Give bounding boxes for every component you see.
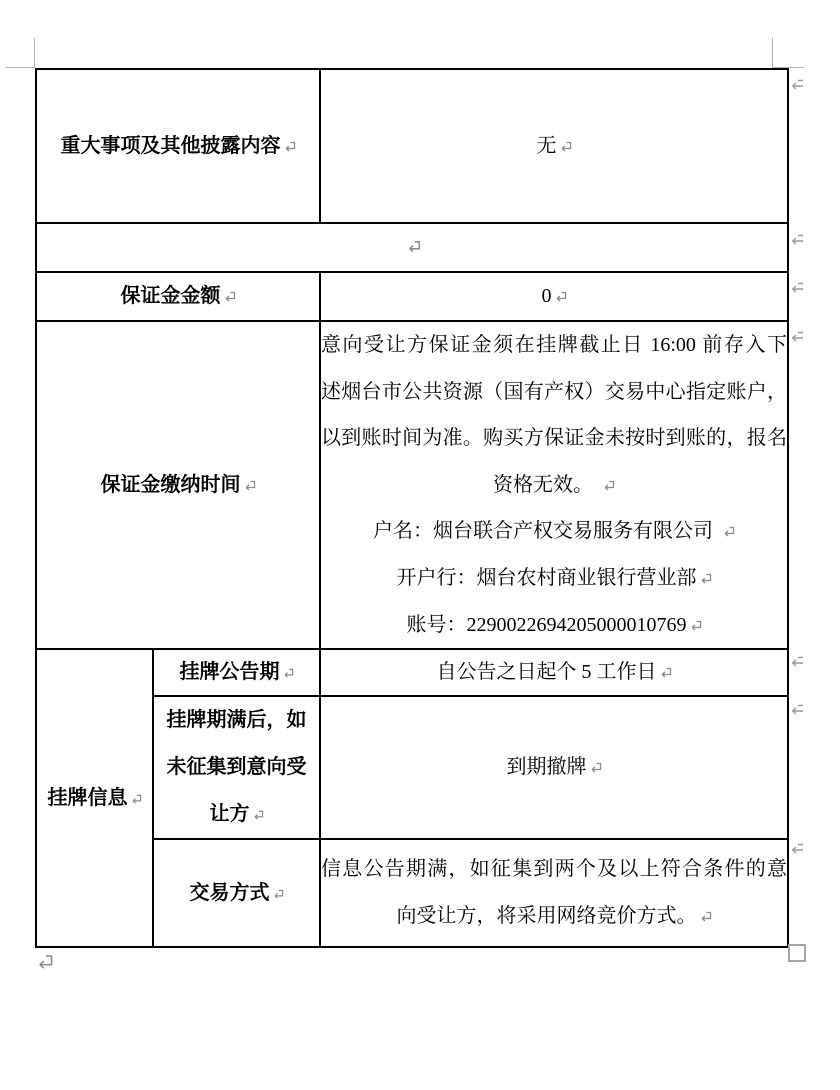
- paragraph-mark-icon: [554, 291, 567, 303]
- paragraph-mark-icon: [252, 810, 264, 821]
- paragraph-mark-icon: [699, 911, 712, 923]
- listing-info-group-cell[interactable]: [36, 649, 153, 947]
- left-margin-crop-mark: [34, 38, 35, 68]
- right-margin-crop-mark: [772, 38, 773, 68]
- listing-period-value: 自公告之日起个 5 工作日: [436, 661, 657, 684]
- deposit-amount-value: 0: [541, 285, 552, 307]
- major-disclosure-label-cell[interactable]: [36, 69, 320, 223]
- listing-period-label-cell[interactable]: [153, 649, 320, 696]
- major-disclosure-label: 重大事项及其他披露内容: [60, 134, 281, 157]
- expiry-action-label-line: 未征集到意向受: [166, 756, 307, 779]
- paragraph-mark-icon: [589, 762, 602, 774]
- paragraph-mark-icon: [406, 240, 421, 254]
- end-of-row-mark-icon: [790, 78, 805, 91]
- table-row: [36, 321, 788, 649]
- end-of-row-mark-icon: [790, 233, 805, 246]
- paragraph-mark-icon: [223, 291, 236, 303]
- expiry-action-value: 到期撤牌: [506, 756, 587, 779]
- table-row: [36, 223, 788, 272]
- paragraph-mark-icon: [35, 954, 54, 971]
- end-of-row-mark-icon: [790, 703, 805, 716]
- deposit-time-line: 以到账时间为准。购买方保证金未按时到账的，报名: [321, 427, 787, 450]
- end-of-row-mark-icon: [790, 281, 805, 294]
- deposit-time-value-cell[interactable]: [320, 321, 788, 649]
- deposit-amount-label-cell[interactable]: [36, 272, 320, 321]
- end-of-row-mark-icon: [790, 842, 805, 855]
- empty-row-cell[interactable]: [36, 223, 788, 272]
- left-margin-crop-mark: [6, 67, 34, 68]
- expiry-action-label-line: 挂牌期满后，如: [166, 709, 307, 732]
- deposit-time-line: 意向受让方保证金须在挂牌截止日 16:00 前存入下: [321, 334, 787, 356]
- deposit-time-label-cell[interactable]: [36, 321, 320, 649]
- end-of-row-mark-icon: [790, 330, 805, 343]
- deposit-amount-label: 保证金金额: [120, 285, 221, 307]
- paragraph-mark-icon: [283, 141, 296, 153]
- expiry-action-value-cell[interactable]: [320, 696, 788, 839]
- trade-method-value-cell[interactable]: [320, 839, 788, 947]
- expiry-action-label-cell[interactable]: [153, 696, 320, 839]
- trade-method-line: 信息公告期满，如征集到两个及以上符合条件的意: [321, 858, 787, 881]
- bank-line: 开户行：烟台农村商业银行营业部: [321, 555, 787, 602]
- listing-period-label: 挂牌公告期: [179, 661, 280, 684]
- paragraph-mark-icon: [602, 480, 615, 492]
- end-of-row-mark-icon: [790, 655, 805, 668]
- table-row: [36, 649, 788, 696]
- account-name-line: 户名：烟台联合产权交易服务有限公司: [321, 508, 787, 555]
- disclosure-table: [35, 68, 789, 948]
- paragraph-mark-icon: [689, 620, 702, 632]
- major-disclosure-value-cell[interactable]: [320, 69, 788, 223]
- trade-method-label-cell[interactable]: [153, 839, 320, 947]
- table-row: [36, 272, 788, 321]
- deposit-time-line: 资格无效。: [321, 462, 787, 509]
- expiry-action-label-line: 让方: [154, 791, 319, 838]
- paragraph-mark-icon: [282, 668, 294, 679]
- paragraph-mark-icon: [272, 889, 284, 900]
- trade-method-line: 向受让方，将采用网络竞价方式。: [321, 893, 787, 940]
- paragraph-mark-icon: [722, 526, 735, 538]
- paragraph-mark-icon: [659, 667, 672, 679]
- major-disclosure-value: 无: [536, 134, 557, 157]
- deposit-time-label: 保证金缴纳时间: [100, 473, 241, 496]
- paragraph-mark-icon: [559, 141, 572, 153]
- trade-method-label: 交易方式: [189, 881, 270, 904]
- account-number-line: 账号：2290022694205000010769: [321, 602, 787, 649]
- paragraph-mark-icon: [130, 794, 142, 805]
- table-row: [36, 69, 788, 223]
- deposit-time-line: 述烟台市公共资源（国有产权）交易中心指定账户，: [321, 380, 787, 403]
- listing-period-value-cell[interactable]: [320, 649, 788, 696]
- table-resize-handle[interactable]: [788, 944, 806, 962]
- paragraph-mark-icon: [243, 480, 256, 492]
- listing-info-group-label: 挂牌信息: [47, 786, 128, 809]
- deposit-amount-value-cell[interactable]: [320, 272, 788, 321]
- paragraph-mark-icon: [699, 573, 712, 585]
